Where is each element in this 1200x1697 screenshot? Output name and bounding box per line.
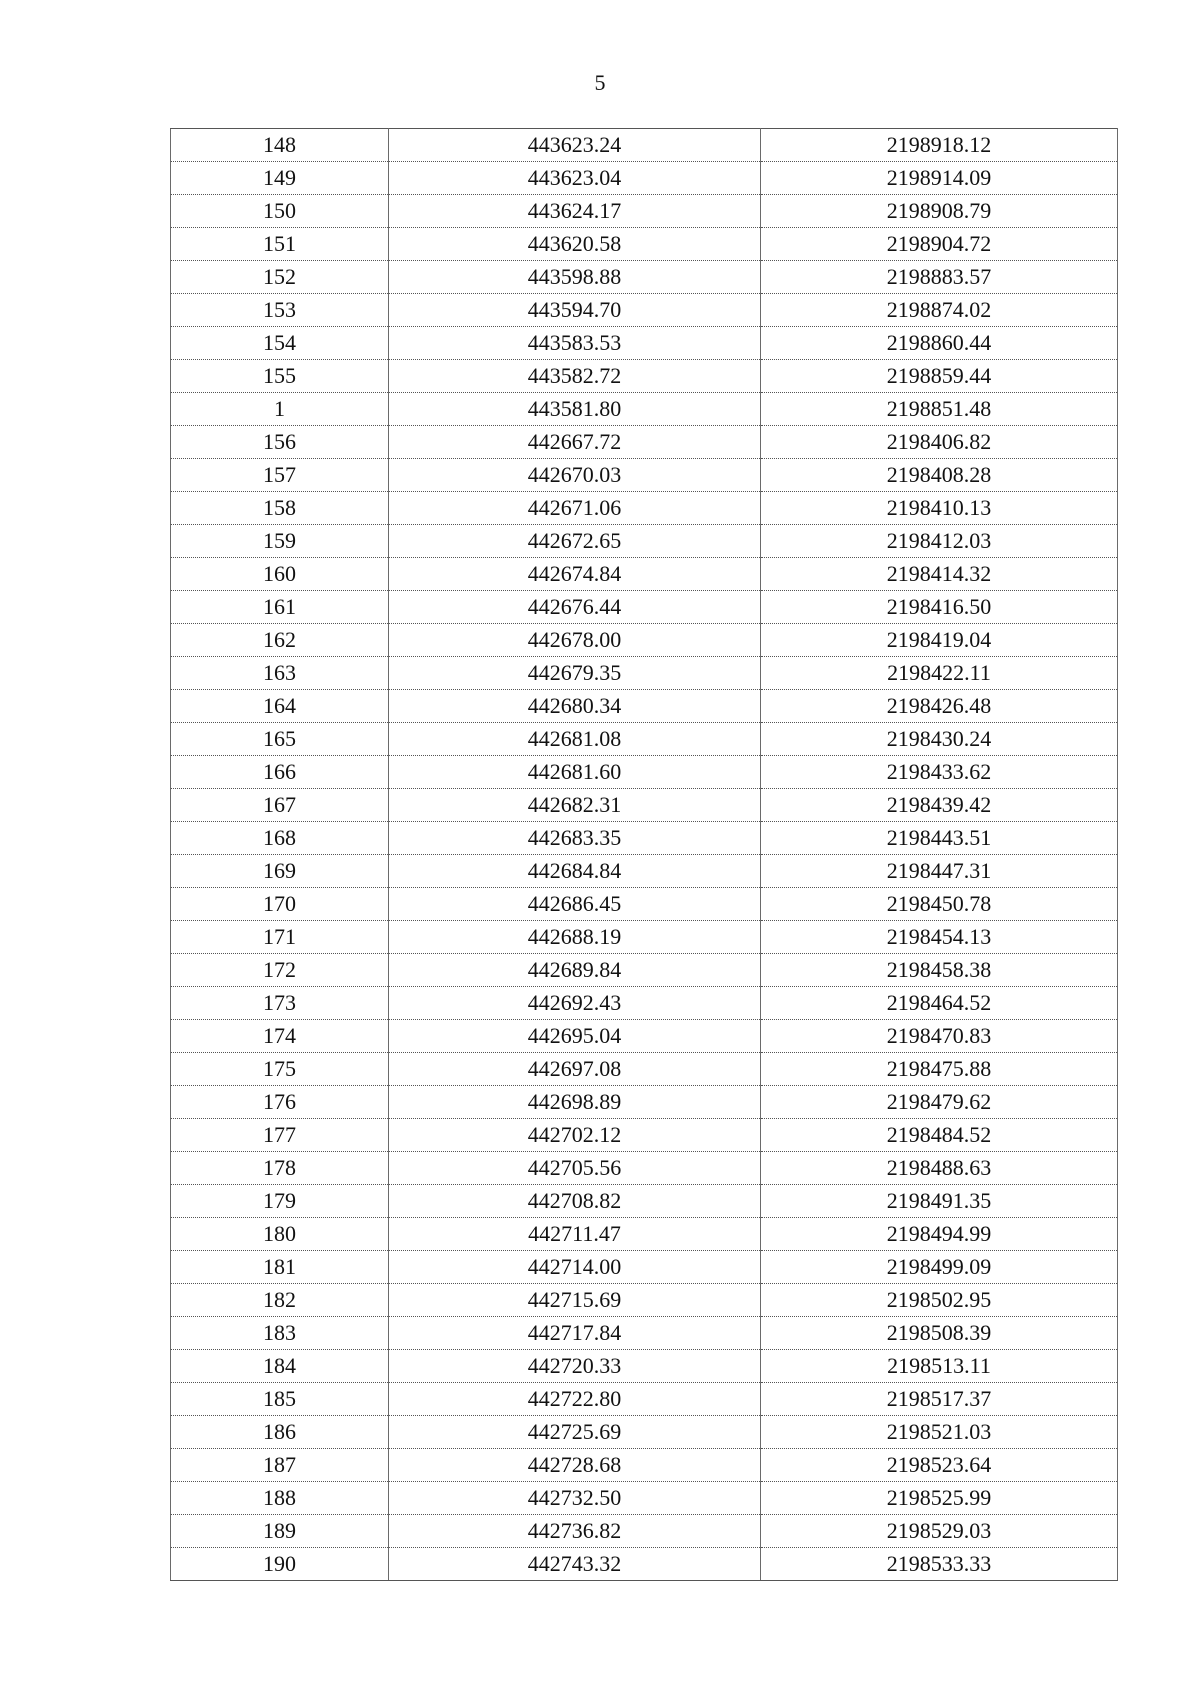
table-row bbox=[171, 657, 1118, 690]
x-coordinate-cell: 443620.58 bbox=[389, 228, 761, 261]
y-coordinate-cell: 2198454.13 bbox=[761, 921, 1118, 954]
y-coordinate-cell: 2198430.24 bbox=[761, 723, 1118, 756]
x-coordinate-cell: 442698.89 bbox=[389, 1086, 761, 1119]
point-number-cell: 148 bbox=[171, 129, 389, 162]
x-coordinate-cell: 442702.12 bbox=[389, 1119, 761, 1152]
table-row bbox=[171, 954, 1118, 987]
table-row bbox=[171, 723, 1118, 756]
x-coordinate-cell: 443623.24 bbox=[389, 129, 761, 162]
y-coordinate-cell: 2198410.13 bbox=[761, 492, 1118, 525]
x-coordinate-cell: 442671.06 bbox=[389, 492, 761, 525]
table-row bbox=[171, 558, 1118, 591]
y-coordinate-cell: 2198406.82 bbox=[761, 426, 1118, 459]
y-coordinate-cell: 2198904.72 bbox=[761, 228, 1118, 261]
table-row bbox=[171, 459, 1118, 492]
y-coordinate-cell: 2198521.03 bbox=[761, 1416, 1118, 1449]
point-number-cell: 167 bbox=[171, 789, 389, 822]
table-row bbox=[171, 1449, 1118, 1482]
point-number-cell: 151 bbox=[171, 228, 389, 261]
x-coordinate-cell: 442720.33 bbox=[389, 1350, 761, 1383]
point-number-cell: 172 bbox=[171, 954, 389, 987]
y-coordinate-cell: 2198859.44 bbox=[761, 360, 1118, 393]
x-coordinate-cell: 442714.00 bbox=[389, 1251, 761, 1284]
point-number-cell: 169 bbox=[171, 855, 389, 888]
y-coordinate-cell: 2198408.28 bbox=[761, 459, 1118, 492]
y-coordinate-cell: 2198419.04 bbox=[761, 624, 1118, 657]
y-coordinate-cell: 2198414.32 bbox=[761, 558, 1118, 591]
x-coordinate-cell: 442684.84 bbox=[389, 855, 761, 888]
point-number-cell: 157 bbox=[171, 459, 389, 492]
x-coordinate-cell: 442680.34 bbox=[389, 690, 761, 723]
x-coordinate-cell: 442743.32 bbox=[389, 1548, 761, 1581]
y-coordinate-cell: 2198508.39 bbox=[761, 1317, 1118, 1350]
point-number-cell: 175 bbox=[171, 1053, 389, 1086]
y-coordinate-cell: 2198416.50 bbox=[761, 591, 1118, 624]
y-coordinate-cell: 2198874.02 bbox=[761, 294, 1118, 327]
y-coordinate-cell: 2198494.99 bbox=[761, 1218, 1118, 1251]
x-coordinate-cell: 442681.60 bbox=[389, 756, 761, 789]
point-number-cell: 186 bbox=[171, 1416, 389, 1449]
y-coordinate-cell: 2198433.62 bbox=[761, 756, 1118, 789]
coordinate-table-body bbox=[171, 129, 1118, 1581]
point-number-cell: 171 bbox=[171, 921, 389, 954]
x-coordinate-cell: 442672.65 bbox=[389, 525, 761, 558]
table-row bbox=[171, 1152, 1118, 1185]
x-coordinate-cell: 442705.56 bbox=[389, 1152, 761, 1185]
y-coordinate-cell: 2198918.12 bbox=[761, 129, 1118, 162]
point-number-cell: 170 bbox=[171, 888, 389, 921]
table-row bbox=[171, 261, 1118, 294]
table-row bbox=[171, 591, 1118, 624]
point-number-cell: 180 bbox=[171, 1218, 389, 1251]
x-coordinate-cell: 442708.82 bbox=[389, 1185, 761, 1218]
y-coordinate-cell: 2198851.48 bbox=[761, 393, 1118, 426]
x-coordinate-cell: 442676.44 bbox=[389, 591, 761, 624]
table-row bbox=[171, 987, 1118, 1020]
table-row bbox=[171, 888, 1118, 921]
x-coordinate-cell: 442681.08 bbox=[389, 723, 761, 756]
x-coordinate-cell: 442722.80 bbox=[389, 1383, 761, 1416]
table-row bbox=[171, 1284, 1118, 1317]
table-row bbox=[171, 1515, 1118, 1548]
x-coordinate-cell: 443624.17 bbox=[389, 195, 761, 228]
point-number-cell: 187 bbox=[171, 1449, 389, 1482]
point-number-cell: 168 bbox=[171, 822, 389, 855]
point-number-cell: 152 bbox=[171, 261, 389, 294]
x-coordinate-cell: 442695.04 bbox=[389, 1020, 761, 1053]
y-coordinate-cell: 2198447.31 bbox=[761, 855, 1118, 888]
y-coordinate-cell: 2198502.95 bbox=[761, 1284, 1118, 1317]
y-coordinate-cell: 2198860.44 bbox=[761, 327, 1118, 360]
point-number-cell: 178 bbox=[171, 1152, 389, 1185]
table-row bbox=[171, 162, 1118, 195]
x-coordinate-cell: 442728.68 bbox=[389, 1449, 761, 1482]
x-coordinate-cell: 442711.47 bbox=[389, 1218, 761, 1251]
point-number-cell: 154 bbox=[171, 327, 389, 360]
point-number-cell: 166 bbox=[171, 756, 389, 789]
table-row bbox=[171, 1119, 1118, 1152]
table-row bbox=[171, 921, 1118, 954]
y-coordinate-cell: 2198484.52 bbox=[761, 1119, 1118, 1152]
x-coordinate-cell: 442725.69 bbox=[389, 1416, 761, 1449]
x-coordinate-cell: 442686.45 bbox=[389, 888, 761, 921]
coordinate-table bbox=[170, 128, 1118, 1581]
x-coordinate-cell: 442679.35 bbox=[389, 657, 761, 690]
x-coordinate-cell: 442732.50 bbox=[389, 1482, 761, 1515]
page-number: 5 bbox=[594, 70, 606, 95]
y-coordinate-cell: 2198458.38 bbox=[761, 954, 1118, 987]
table-row bbox=[171, 360, 1118, 393]
table-row bbox=[171, 1482, 1118, 1515]
x-coordinate-cell: 442667.72 bbox=[389, 426, 761, 459]
table-row bbox=[171, 426, 1118, 459]
table-row bbox=[171, 1053, 1118, 1086]
table-row bbox=[171, 1086, 1118, 1119]
point-number-cell: 177 bbox=[171, 1119, 389, 1152]
y-coordinate-cell: 2198529.03 bbox=[761, 1515, 1118, 1548]
point-number-cell: 185 bbox=[171, 1383, 389, 1416]
point-number-cell: 190 bbox=[171, 1548, 389, 1581]
x-coordinate-cell: 442682.31 bbox=[389, 789, 761, 822]
table-row bbox=[171, 228, 1118, 261]
table-row bbox=[171, 789, 1118, 822]
x-coordinate-cell: 443623.04 bbox=[389, 162, 761, 195]
point-number-cell: 182 bbox=[171, 1284, 389, 1317]
y-coordinate-cell: 2198479.62 bbox=[761, 1086, 1118, 1119]
point-number-cell: 174 bbox=[171, 1020, 389, 1053]
point-number-cell: 156 bbox=[171, 426, 389, 459]
point-number-cell: 160 bbox=[171, 558, 389, 591]
point-number-cell: 183 bbox=[171, 1317, 389, 1350]
point-number-cell: 179 bbox=[171, 1185, 389, 1218]
table-row bbox=[171, 195, 1118, 228]
point-number-cell: 153 bbox=[171, 294, 389, 327]
point-number-cell: 1 bbox=[171, 393, 389, 426]
x-coordinate-cell: 442674.84 bbox=[389, 558, 761, 591]
table-row bbox=[171, 492, 1118, 525]
point-number-cell: 162 bbox=[171, 624, 389, 657]
x-coordinate-cell: 443594.70 bbox=[389, 294, 761, 327]
y-coordinate-cell: 2198513.11 bbox=[761, 1350, 1118, 1383]
x-coordinate-cell: 442697.08 bbox=[389, 1053, 761, 1086]
table-row bbox=[171, 129, 1118, 162]
x-coordinate-cell: 442692.43 bbox=[389, 987, 761, 1020]
table-row bbox=[171, 756, 1118, 789]
x-coordinate-cell: 442736.82 bbox=[389, 1515, 761, 1548]
y-coordinate-cell: 2198439.42 bbox=[761, 789, 1118, 822]
y-coordinate-cell: 2198517.37 bbox=[761, 1383, 1118, 1416]
point-number-cell: 165 bbox=[171, 723, 389, 756]
y-coordinate-cell: 2198422.11 bbox=[761, 657, 1118, 690]
y-coordinate-cell: 2198533.33 bbox=[761, 1548, 1118, 1581]
point-number-cell: 161 bbox=[171, 591, 389, 624]
point-number-cell: 158 bbox=[171, 492, 389, 525]
table-row bbox=[171, 1020, 1118, 1053]
table-row bbox=[171, 1350, 1118, 1383]
x-coordinate-cell: 442688.19 bbox=[389, 921, 761, 954]
table-row bbox=[171, 624, 1118, 657]
table-row bbox=[171, 1251, 1118, 1284]
point-number-cell: 181 bbox=[171, 1251, 389, 1284]
x-coordinate-cell: 442678.00 bbox=[389, 624, 761, 657]
table-row bbox=[171, 1548, 1118, 1581]
point-number-cell: 184 bbox=[171, 1350, 389, 1383]
y-coordinate-cell: 2198525.99 bbox=[761, 1482, 1118, 1515]
y-coordinate-cell: 2198499.09 bbox=[761, 1251, 1118, 1284]
y-coordinate-cell: 2198464.52 bbox=[761, 987, 1118, 1020]
table-row bbox=[171, 822, 1118, 855]
point-number-cell: 149 bbox=[171, 162, 389, 195]
table-row bbox=[171, 1317, 1118, 1350]
y-coordinate-cell: 2198523.64 bbox=[761, 1449, 1118, 1482]
table-row bbox=[171, 855, 1118, 888]
point-number-cell: 163 bbox=[171, 657, 389, 690]
table-row bbox=[171, 1218, 1118, 1251]
x-coordinate-cell: 442683.35 bbox=[389, 822, 761, 855]
y-coordinate-cell: 2198443.51 bbox=[761, 822, 1118, 855]
x-coordinate-cell: 442670.03 bbox=[389, 459, 761, 492]
table-row bbox=[171, 1416, 1118, 1449]
y-coordinate-cell: 2198491.35 bbox=[761, 1185, 1118, 1218]
point-number-cell: 159 bbox=[171, 525, 389, 558]
point-number-cell: 150 bbox=[171, 195, 389, 228]
point-number-cell: 188 bbox=[171, 1482, 389, 1515]
y-coordinate-cell: 2198908.79 bbox=[761, 195, 1118, 228]
y-coordinate-cell: 2198914.09 bbox=[761, 162, 1118, 195]
y-coordinate-cell: 2198488.63 bbox=[761, 1152, 1118, 1185]
point-number-cell: 176 bbox=[171, 1086, 389, 1119]
table-row bbox=[171, 327, 1118, 360]
x-coordinate-cell: 442689.84 bbox=[389, 954, 761, 987]
x-coordinate-cell: 443581.80 bbox=[389, 393, 761, 426]
x-coordinate-cell: 443583.53 bbox=[389, 327, 761, 360]
y-coordinate-cell: 2198470.83 bbox=[761, 1020, 1118, 1053]
y-coordinate-cell: 2198426.48 bbox=[761, 690, 1118, 723]
x-coordinate-cell: 443582.72 bbox=[389, 360, 761, 393]
x-coordinate-cell: 443598.88 bbox=[389, 261, 761, 294]
table-row bbox=[171, 525, 1118, 558]
y-coordinate-cell: 2198412.03 bbox=[761, 525, 1118, 558]
y-coordinate-cell: 2198475.88 bbox=[761, 1053, 1118, 1086]
table-row bbox=[171, 690, 1118, 723]
x-coordinate-cell: 442717.84 bbox=[389, 1317, 761, 1350]
point-number-cell: 173 bbox=[171, 987, 389, 1020]
table-row bbox=[171, 1185, 1118, 1218]
y-coordinate-cell: 2198450.78 bbox=[761, 888, 1118, 921]
point-number-cell: 189 bbox=[171, 1515, 389, 1548]
table-row bbox=[171, 1383, 1118, 1416]
table-row bbox=[171, 294, 1118, 327]
table-row bbox=[171, 393, 1118, 426]
point-number-cell: 155 bbox=[171, 360, 389, 393]
x-coordinate-cell: 442715.69 bbox=[389, 1284, 761, 1317]
point-number-cell: 164 bbox=[171, 690, 389, 723]
y-coordinate-cell: 2198883.57 bbox=[761, 261, 1118, 294]
